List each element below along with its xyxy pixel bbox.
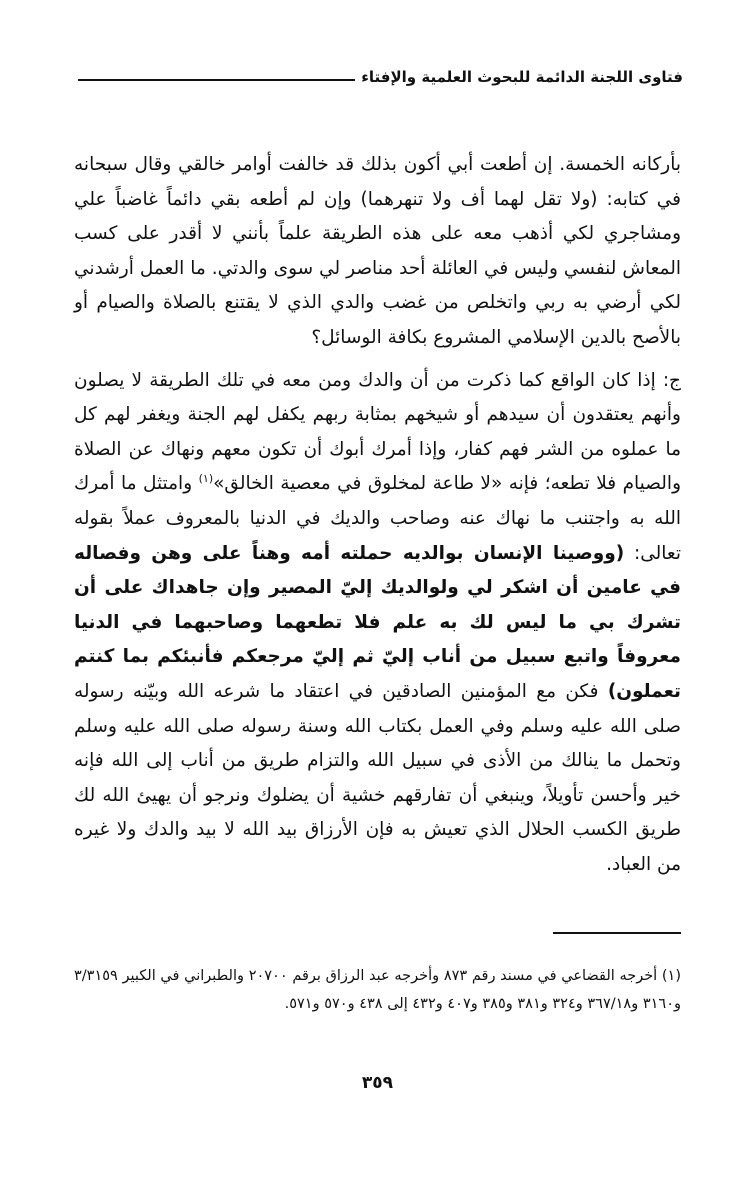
footnote: (١) أخرجه القضاعي في مسند رقم ٨٧٣ وأخرجه عبد الرزاق برقم ٢٠٧٠٠ والطبراني في الكبير ٣/٣١٥٩ و٣١٦٠ و٣٦٧/١٨ و٣٢٤ و٣٨١ و٣٨٥ و٤٠٧ و٤٣٢ إلى ٤٣٨ و٥٧٠ و٥٧١. [74, 968, 682, 1012]
answer-paragraph [74, 364, 681, 883]
footnote-separator [553, 932, 681, 934]
header-title: فتاوى اللجنة الدائمة للبحوث العلمية والإفتاء [361, 68, 683, 86]
answer-part-3: فكن مع المؤمنين الصادقين في اعتقاد ما شرعه الله وبيّنه رسوله صلى الله عليه وسلم وفي العمل بكتاب الله وسنة رسوله صلى الله عليه وسلم وتحمل ما ينالك من الأذى في سبيل الله والتزام طريق من أناب إلى الله فإنه خير وأحسن تأويلاً، وينبغي أن تفارقهم خشية أن يضلوك ونرجو أن يهيئ الله لك طريق الكسب الحلال الذي تعيش به فإن الأرزاق بيد الله لا بيد والدك ولا غيره من العباد. [74, 680, 681, 875]
answer-part-2: وامتثل ما أمرك الله به واجتنب ما نهاك عنه وصاحب والديك في الدنيا بالمعروف عملاً بقوله تعالى: [74, 473, 681, 564]
header-rule [78, 79, 355, 81]
question-paragraph: بأركانه الخمسة. إن أطعت أبي أكون بذلك قد خالفت أوامر خالقي وقال سبحانه في كتابه: (ولا تقل لهما أف ولا تنهرهما) وإن لم أطعه بقي دائماً غاضباً علي ومشاجري لكي أذهب معه على هذه الطريقة علماً بأنني لا أقدر على كسب المعاش لنفسي وليس في العائلة أحد مناصر لي سوى والدتي. ما العمل أرشدني لكي أرضي به ربي واتخلص من غضب والدي الذي لا يقتنع بالصلاة والصيام أو بالأصح بالدين الإسلامي المشروع بكافة الوسائل؟ [74, 154, 681, 348]
answer-part-1: ج: إذا كان الواقع كما ذكرت من أن والدك ومن معه في تلك الطريقة لا يصلون وأنهم يعتقدون أن سيدهم أو شيخهم بمثابة ربهم يكفل لهم الجنة ويغفر لهم كل ما عملوه من الشر فهم كفار، وإذا أمرك أبوك أن تكون معهم ونهاك عن الصلاة والصيام فلا تطعه؛ فإنه «لا طاعة لمخلوق في معصية الخالق» [74, 369, 681, 495]
quran-verse: (ووصينا الإنسان بوالديه حملته أمه وهناً على وهن وفصاله في عامين أن اشكر لي ولوالديك إليّ المصير وإن جاهداك على أن تشرك بي ما ليس لك به علم فلا تطعهما وصاحبهما في الدنيا معروفاً واتبع سبيل من أناب إليّ ثم إليّ مرجعكم فأنبئكم بما كنتم تعملون) [74, 542, 681, 702]
main-text [74, 148, 681, 882]
running-header [78, 62, 683, 86]
footnote-marker[interactable]: (١) [198, 472, 214, 486]
page-number: ٣٥٩ [361, 1073, 394, 1093]
